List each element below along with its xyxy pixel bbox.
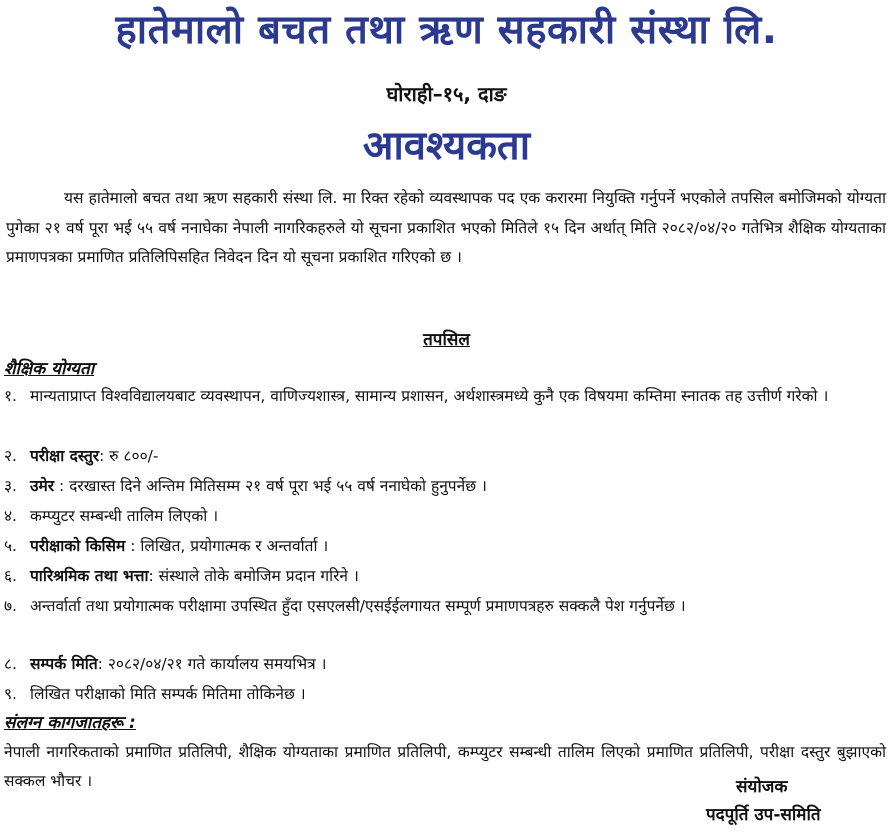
item-number: ४. [4, 507, 17, 525]
organization-name: हातेमालो बचत तथा ऋण सहकारी संस्था लि. [115, 7, 778, 53]
qualification-title: शैक्षिक योग्यता [4, 359, 95, 379]
item-number: ६. [4, 567, 17, 585]
attachments-title: संलग्न कागजातहरू : [4, 713, 136, 733]
item-text: मान्यताप्राप्त विश्वविद्यालयबाट व्यवस्थापन, वाणिज्यशास्त्र, सामान्य प्रशासन, अर्थशास्त्रमध्ये कुनै एक विषयमा कम्तिमा स्नातक तह उत्तीर्ण गरेको । [30, 387, 829, 405]
item-text: लिखित परीक्षाको मिति सम्पर्क मितिमा तोकिनेछ । [30, 685, 306, 703]
attachments-text: नेपाली नागरिकताको प्रमाणित प्रतिलिपी, शैक्षिक योग्यताका प्रमाणित प्रतिलिपी, कम्प्युटर सम्बन्धी तालिम लिएको प्रमाणित प्रतिलिपी, परीक्षा दस्तुर बुझाएको सक्कल भौचर । [4, 743, 886, 790]
item-text: : संस्थाले तोके बमोजिम प्रदान गरिने । [148, 567, 359, 585]
signature-committee: पदपूर्ति उप-समिति [706, 805, 821, 825]
list-item [4, 472, 886, 501]
item-number: ५. [4, 537, 17, 555]
item-label: परीक्षाको किसिम [30, 537, 126, 555]
item-label: उमेर [30, 477, 55, 495]
item-number: ३. [4, 477, 17, 495]
intro-paragraph [6, 184, 886, 273]
item-text: कम्प्युटर सम्बन्धी तालिम लिएको । [30, 507, 219, 525]
list-item [4, 680, 886, 709]
list-item [4, 502, 886, 531]
item-number: ८. [4, 655, 17, 673]
item-label: पारिश्रमिक तथा भत्ता [30, 567, 149, 585]
item-label: सम्पर्क मिति [30, 655, 98, 673]
list-item [4, 442, 886, 471]
item-number: ९. [4, 685, 17, 703]
notice-title: आवश्यकता [362, 123, 531, 169]
list-item [4, 592, 886, 621]
organization-address: घोराही–१५, दाङ [386, 82, 507, 106]
list-item [4, 382, 886, 411]
item-number: २. [4, 447, 17, 465]
item-text: : दरखास्त दिने अन्तिम मितिसम्म २१ वर्ष पूरा भई ५५ वर्ष ननाघेको हुनुपर्नेछ । [54, 477, 487, 495]
list-item [4, 650, 886, 679]
signature-role: संयोजक [736, 777, 788, 797]
intro-text: यस हातेमालो बचत तथा ऋण सहकारी संस्था लि. मा रिक्त रहेको व्यवस्थापक पद एक करारमा नियुक्ति गर्नुपर्ने भएकोले तपसिल बमोजिमको योग्यता पुगेका २१ वर्ष पूरा भई ५५ वर्ष ननाघेका नेपाली नागरिकहरुले यो सूचना प्रकाशित भएको मितिले १५ दिन अर्थात् मिति २०८२/०४/२० गतेभित्र शैक्षिक योग्यताका प्रमाणपत्रका प्रमाणित प्रतिलिपिसहित निवेदन दिन यो सूचना प्रकाशित गरिएको छ । [6, 189, 886, 266]
list-item [4, 562, 886, 591]
item-text: : २०८२/०४/२१ गते कार्यालय समयभित्र । [97, 655, 327, 673]
item-number: १. [4, 387, 17, 405]
item-label: परीक्षा दस्तुर [30, 447, 100, 465]
item-number: ७. [4, 597, 17, 615]
item-text: : रु ८००/- [99, 447, 159, 465]
details-title: तपसिल [423, 330, 470, 350]
list-item [4, 532, 886, 561]
item-text: : लिखित, प्रयोगात्मक र अन्तर्वार्ता । [125, 537, 329, 555]
item-text: अन्तर्वार्ता तथा प्रयोगात्मक परीक्षामा उपस्थित हुँदा एसएलसी/एसईईलगायत सम्पूर्ण प्रमाणपत्रहरु सक्कलै पेश गर्नुपर्नेछ । [30, 597, 686, 615]
